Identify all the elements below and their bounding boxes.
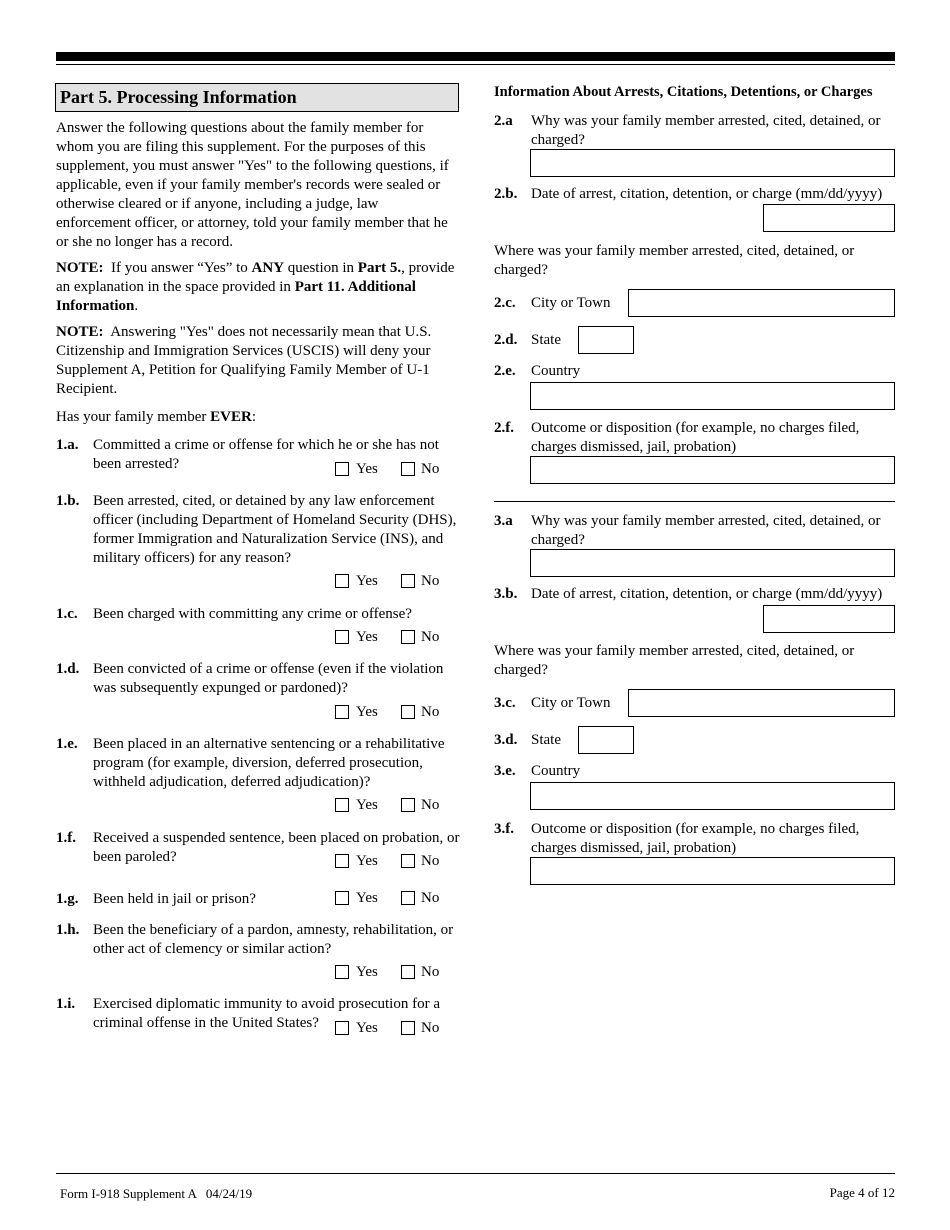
no-label: No xyxy=(421,853,440,869)
no-checkbox[interactable] xyxy=(401,1021,415,1035)
note-1-text-b: question in xyxy=(287,260,355,276)
question-text: Been the beneficiary of a pardon, amnesty, rehabilitation, or other act of clemency or similar action? xyxy=(93,922,454,957)
question-text: Been charged with committing any crime or offense? xyxy=(93,606,412,622)
no-checkbox[interactable] xyxy=(401,798,415,812)
arrests-heading: Information About Arrests, Citations, Detentions, or Charges xyxy=(494,84,873,100)
answer-1d xyxy=(335,704,445,722)
q3c-city-field[interactable] xyxy=(628,689,895,717)
q3e-country-field[interactable] xyxy=(530,782,895,810)
question-number: 1.d. xyxy=(56,661,80,677)
no-label: No xyxy=(421,573,440,589)
q3e-number: 3.e. xyxy=(494,763,516,779)
answer-1a xyxy=(335,461,445,479)
question-text: Been held in jail or prison? xyxy=(93,891,256,907)
no-label: No xyxy=(421,629,440,645)
yes-label: Yes xyxy=(356,964,378,980)
question-number: 1.h. xyxy=(56,922,80,938)
answer-1f xyxy=(335,853,445,871)
yes-checkbox[interactable] xyxy=(335,798,349,812)
yes-label: Yes xyxy=(356,704,378,720)
footer-form-id: Form I-918 Supplement A 04/24/19 xyxy=(60,1186,253,1201)
note-1-bold-a: ANY xyxy=(251,260,285,276)
q2c-city-field[interactable] xyxy=(628,289,895,317)
note-1-bold-c: Part 11. Additional Information xyxy=(56,279,416,314)
q3-where-text: Where was your family member arrested, cited, detained, or charged? xyxy=(494,643,855,678)
yes-checkbox[interactable] xyxy=(335,574,349,588)
top-rule-thick xyxy=(56,52,895,61)
answer-1c xyxy=(335,629,445,647)
q3f-outcome-field[interactable] xyxy=(530,857,895,885)
q3f-text: Outcome or disposition (for example, no charges filed, charges dismissed, jail, probation) xyxy=(531,821,860,856)
note-1-text-a: If you answer “Yes” to xyxy=(111,260,248,276)
footer-rule xyxy=(56,1173,895,1174)
yes-label: Yes xyxy=(356,461,378,477)
note-1-text-d: . xyxy=(134,298,139,314)
q2a-why-field[interactable] xyxy=(530,149,895,177)
yes-checkbox[interactable] xyxy=(335,1021,349,1035)
note-2-label: NOTE: xyxy=(56,324,104,340)
yes-checkbox[interactable] xyxy=(335,705,349,719)
yes-label: Yes xyxy=(356,890,378,906)
yes-checkbox[interactable] xyxy=(335,891,349,905)
q2d-state-field[interactable] xyxy=(578,326,634,354)
q2e-text: Country xyxy=(531,363,581,379)
no-checkbox[interactable] xyxy=(401,630,415,644)
answer-1i xyxy=(335,1020,445,1038)
yes-label: Yes xyxy=(356,797,378,813)
question-number: 1.g. xyxy=(56,891,79,907)
q2b-date-field[interactable] xyxy=(763,204,895,232)
top-rule-thin xyxy=(56,64,895,65)
yes-label: Yes xyxy=(356,629,378,645)
yes-label: Yes xyxy=(356,853,378,869)
question-number: 1.e. xyxy=(56,736,78,752)
no-label: No xyxy=(421,461,440,477)
q3e-text: Country xyxy=(531,763,581,779)
answer-1h xyxy=(335,964,445,982)
lead-text: Has your family member xyxy=(56,409,207,425)
q3a-number: 3.a xyxy=(494,513,513,529)
yes-checkbox[interactable] xyxy=(335,462,349,476)
q2-where-text: Where was your family member arrested, cited, detained, or charged? xyxy=(494,243,855,278)
no-label: No xyxy=(421,964,440,980)
q3a-text: Why was your family member arrested, cited, detained, or charged? xyxy=(531,513,881,548)
intro-paragraph: Answer the following questions about the family member for whom you are filing this supplement. For the purposes of this supplement, you must answer "Yes" to the following questions, if applicable, even if your family member's records were sealed or otherwise cleared or if anyone, including a judge, law enforcement officer, or attorney, told your family member that he or she no longer has a record. xyxy=(56,120,449,250)
q3f-number: 3.f. xyxy=(494,821,514,837)
question-text: Been convicted of a crime or offense (even if the violation was subsequently expunged or pardoned)? xyxy=(93,661,444,696)
q2c-text: City or Town xyxy=(531,295,611,311)
q3d-text: State xyxy=(531,732,561,748)
answer-1g xyxy=(335,890,445,908)
question-number: 1.f. xyxy=(56,830,76,846)
note-1-label: NOTE: xyxy=(56,260,104,276)
q2b-text: Date of arrest, citation, detention, or charge (mm/dd/yyyy) xyxy=(531,186,883,202)
section-divider xyxy=(494,501,895,502)
lead-bold: EVER xyxy=(210,409,252,425)
yes-checkbox[interactable] xyxy=(335,854,349,868)
yes-label: Yes xyxy=(356,573,378,589)
q3c-text: City or Town xyxy=(531,695,611,711)
q2a-text: Why was your family member arrested, cited, detained, or charged? xyxy=(531,113,881,148)
answer-1e xyxy=(335,797,445,815)
no-label: No xyxy=(421,1020,440,1036)
note-1-bold-b: Part 5. xyxy=(357,260,402,276)
no-checkbox[interactable] xyxy=(401,891,415,905)
q2b-number: 2.b. xyxy=(494,186,518,202)
q2d-text: State xyxy=(531,332,561,348)
q3b-date-field[interactable] xyxy=(763,605,895,633)
note-1 xyxy=(56,259,456,316)
q2d-number: 2.d. xyxy=(494,332,518,348)
questions-lead xyxy=(56,408,456,427)
q3d-state-field[interactable] xyxy=(578,726,634,754)
no-label: No xyxy=(421,704,440,720)
no-checkbox[interactable] xyxy=(401,965,415,979)
q2f-text: Outcome or disposition (for example, no charges filed, charges dismissed, jail, probation) xyxy=(531,420,860,455)
question-number: 1.b. xyxy=(56,493,80,509)
note-1-text-c: , provide an explanation in the space provided in xyxy=(56,260,455,295)
question-text: Committed a crime or offense for which he or she has not been arrested? xyxy=(93,437,439,472)
q2e-country-field[interactable] xyxy=(530,382,895,410)
question-number: 1.c. xyxy=(56,606,78,622)
q2a-number: 2.a xyxy=(494,113,513,129)
no-label: No xyxy=(421,890,440,906)
footer-page-number: Page 4 of 12 xyxy=(829,1185,895,1200)
no-checkbox[interactable] xyxy=(401,462,415,476)
q3c-number: 3.c. xyxy=(494,695,516,711)
answer-1b xyxy=(335,573,445,591)
question-text: Been arrested, cited, or detained by any law enforcement officer (including Department of Homeland Security (DHS), former Immigration and Naturalization Service (INS), and military officers) for any reason? xyxy=(93,493,457,566)
note-2 xyxy=(56,323,456,399)
q2f-number: 2.f. xyxy=(494,420,514,436)
note-2-text: Answering "Yes" does not necessarily mean that U.S. Citizenship and Immigration Services (USCIS) will deny your Supplement A, Petition for Qualifying Family Member of U-1 Recipient. xyxy=(56,324,432,397)
question-number: 1.i. xyxy=(56,996,76,1012)
q2e-number: 2.e. xyxy=(494,363,516,379)
part-title: Part 5. Processing Information xyxy=(55,83,459,112)
no-checkbox[interactable] xyxy=(401,574,415,588)
yes-checkbox[interactable] xyxy=(335,630,349,644)
q3d-number: 3.d. xyxy=(494,732,518,748)
no-label: No xyxy=(421,797,440,813)
question-number: 1.a. xyxy=(56,437,79,453)
no-checkbox[interactable] xyxy=(401,705,415,719)
lead-end: : xyxy=(251,409,256,425)
question-text: Exercised diplomatic immunity to avoid prosecution for a criminal offense in the United States? xyxy=(93,996,440,1031)
question-text: Received a suspended sentence, been placed on probation, or been paroled? xyxy=(93,830,460,865)
question-text: Been placed in an alternative sentencing or a rehabilitative program (for example, diversion, deferred prosecution, withheld adjudication, deferred adjudication)? xyxy=(93,736,445,790)
q3b-number: 3.b. xyxy=(494,586,518,602)
no-checkbox[interactable] xyxy=(401,854,415,868)
q3a-why-field[interactable] xyxy=(530,549,895,577)
yes-label: Yes xyxy=(356,1020,378,1036)
q2c-number: 2.c. xyxy=(494,295,516,311)
q2f-outcome-field[interactable] xyxy=(530,456,895,484)
yes-checkbox[interactable] xyxy=(335,965,349,979)
q3b-text: Date of arrest, citation, detention, or charge (mm/dd/yyyy) xyxy=(531,586,883,602)
